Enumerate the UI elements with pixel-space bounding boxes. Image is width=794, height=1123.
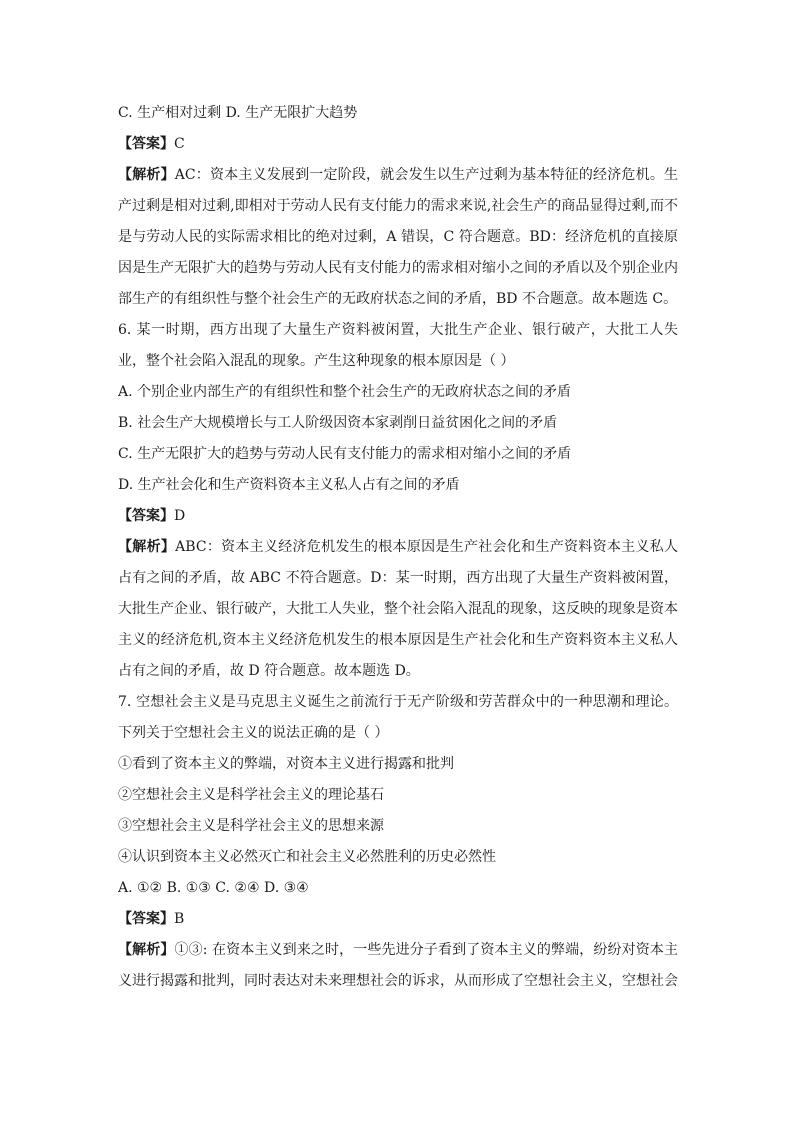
answer-value: B — [174, 911, 185, 927]
q7-stem: 7. 空想社会主义是马克思主义诞生之前流行于无产阶级和劳苦群众中的一种思潮和理论。下列关于空想社会主义的说法正确的是（ ） — [118, 694, 678, 741]
answer-value: C — [174, 136, 185, 152]
q6-stem: 6. 某一时期，西方出现了大量生产资料被闲置，大批生产企业、银行破产，大批工人失业，整个社会陷入混乱的现象。产生这种现象的根本原因是（ ） — [118, 322, 678, 369]
q7-item-2: ②空想社会主义是科学社会主义的理论基石 — [118, 787, 384, 803]
q6-option-c: C. 生产无限扩大的趋势与劳动人民有支付能力的需求相对缩小之间的矛盾 — [118, 446, 572, 462]
document-page — [118, 98, 678, 997]
q5-answer — [118, 129, 678, 160]
q7-item-4: ④认识到资本主义必然灭亡和社会主义必然胜利的历史必然性 — [118, 849, 496, 865]
analysis-text: AC：资本主义发展到一定阶段，就会发生以生产过剩为基本特征的经济危机。生产过剩是相对过剩,即相对于劳动人民有支付能力的需求来说,社会生产的商品显得过剩,而不是与劳动人民的实际需求相比的绝对过剩，A 错误，C 符合题意。BD：经济危机的直接原因是生产无限扩大的趋势与劳动人民有支付能力的需求相对缩小之间的矛盾以及个别企业内部生产的有组织性与整个社会生产的无政府状态之间的矛盾，BD 不合题意。故本题选 C。 — [118, 167, 679, 307]
q6-option-d: D. 生产社会化和生产资料资本主义私人占有之间的矛盾 — [118, 477, 460, 493]
analysis-tag: 【解析】 — [118, 167, 175, 183]
q6-analysis — [118, 532, 678, 687]
analysis-text: ABC：资本主义经济危机发生的根本原因是生产社会化和生产资料资本主义私人占有之间的矛盾，故 ABC 不符合题意。D：某一时期，西方出现了大量生产资料被闲置，大批生产企业、银行破产，大批工人失业，整个社会陷入混乱的现象，这反映的现象是资本主义的经济危机,资本主义经济危机发生的根本原因是生产社会化和生产资料资本主义私人占有之间的矛盾，故 D 符合题意。故本题选 D。 — [118, 539, 679, 679]
analysis-tag: 【解析】 — [118, 942, 175, 958]
q7-item-1: ①看到了资本主义的弊端，对资本主义进行揭露和批判 — [118, 756, 454, 772]
q7-answer — [118, 904, 678, 935]
q7-options: A. ①② B. ①③ C. ②④ D. ③④ — [118, 880, 309, 896]
q6-option-b: B. 社会生产大规模增长与工人阶级因资本家剥削日益贫困化之间的矛盾 — [118, 415, 558, 431]
answer-tag: 【答案】 — [118, 136, 174, 152]
q6-option-a: A. 个别企业内部生产的有组织性和整个社会生产的无政府状态之间的矛盾 — [118, 384, 572, 400]
q5-analysis — [118, 160, 678, 315]
analysis-text: ①③: 在资本主义到来之时，一些先进分子看到了资本主义的弊端，纷纷对资本主义进行揭露和批判，同时表达对未来理想社会的诉求，从而形成了空想社会主义，空想社会 — [118, 942, 678, 989]
answer-value: D — [174, 508, 186, 524]
analysis-tag: 【解析】 — [118, 539, 176, 555]
q7-analysis — [118, 935, 678, 997]
answer-tag: 【答案】 — [118, 911, 174, 927]
q6-answer — [118, 501, 678, 532]
q7-item-3: ③空想社会主义是科学社会主义的思想来源 — [118, 818, 384, 834]
q5-options-cd: C. 生产相对过剩 D. 生产无限扩大趋势 — [118, 105, 358, 121]
answer-tag: 【答案】 — [118, 508, 174, 524]
